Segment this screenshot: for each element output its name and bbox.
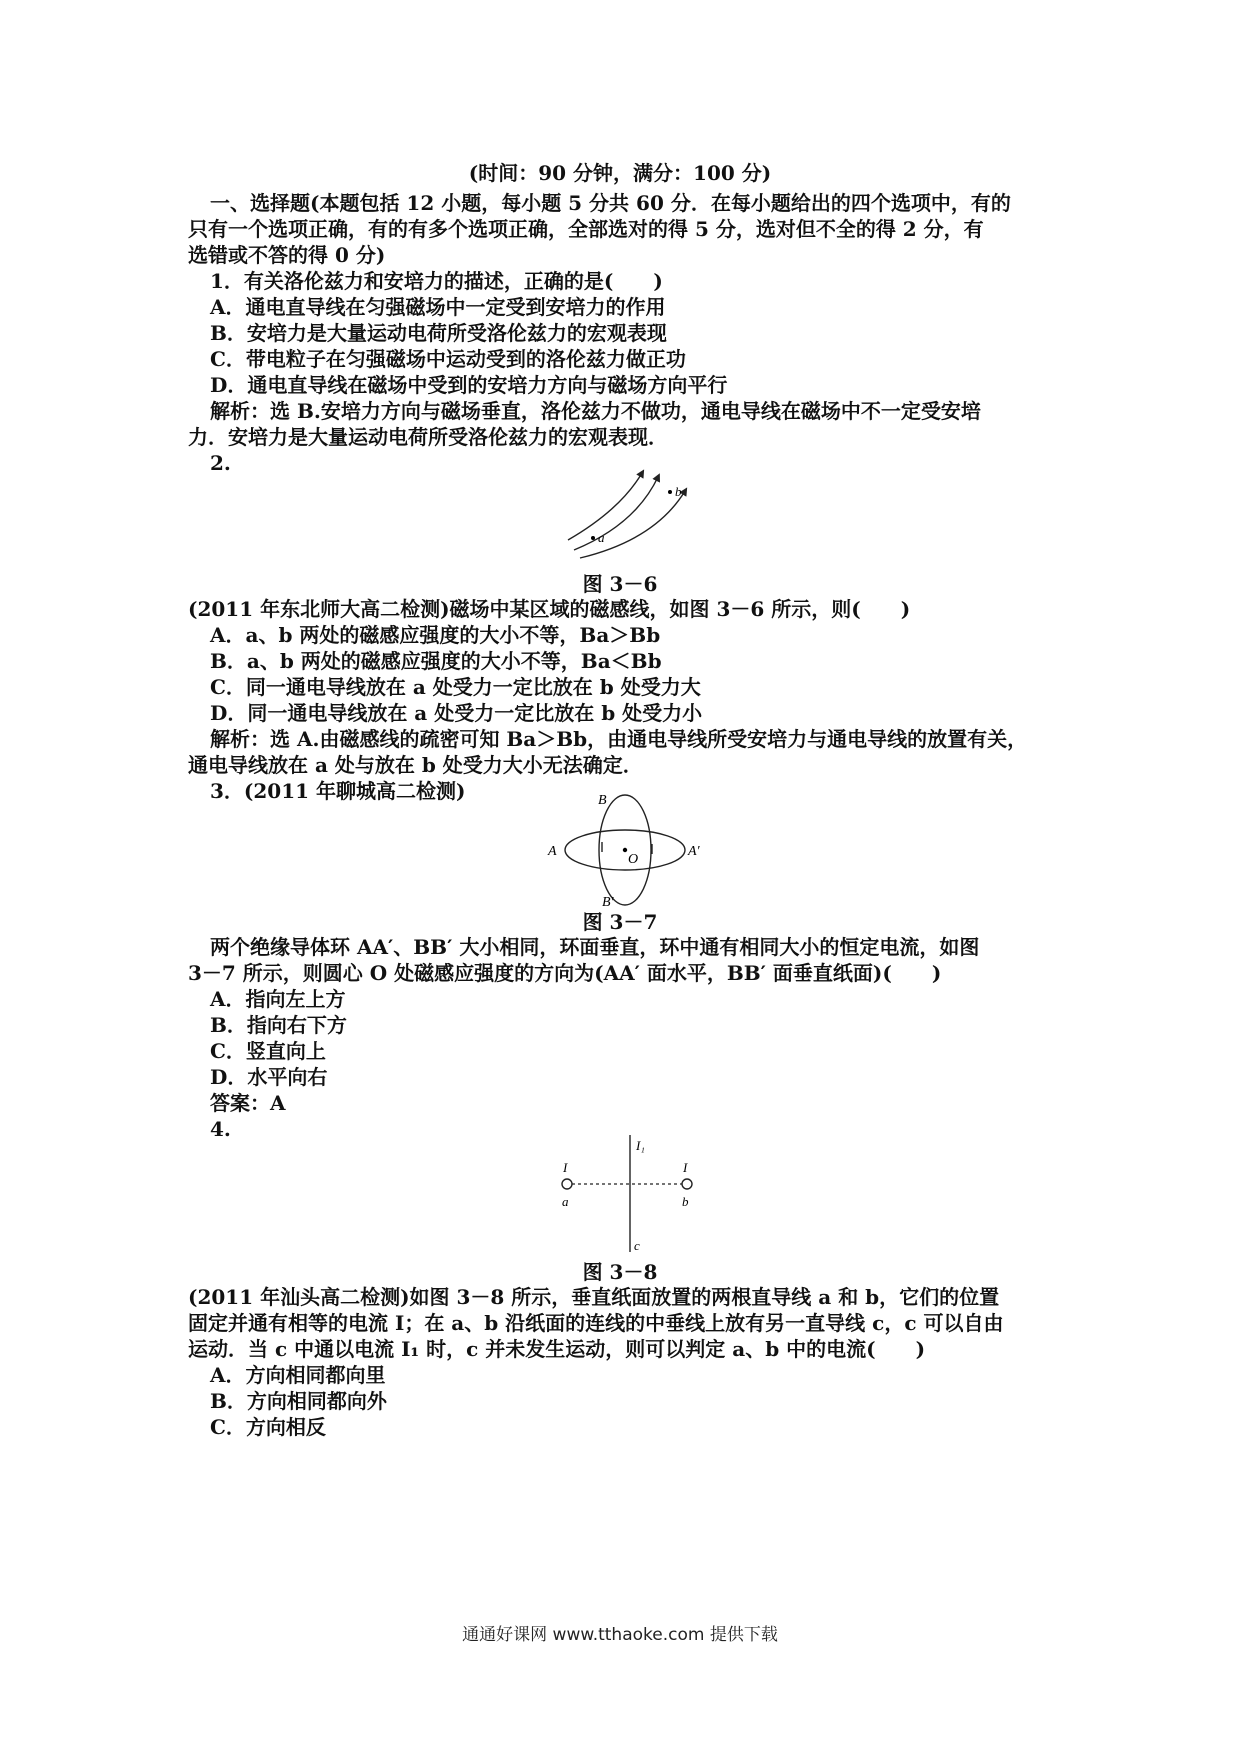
point-a: [591, 536, 595, 540]
q4-option-b: B．方向相同都向外: [210, 1389, 387, 1413]
q2-number: 2.: [210, 451, 231, 475]
label-A-prime: A′: [688, 844, 700, 859]
q3-stem-line1: 两个绝缘导体环 AA′、BB′ 大小相同，环面垂直，环中通有相同大小的恒定电流，如图: [210, 935, 980, 959]
q3-stem-line2: 3－7 所示，则圆心 O 处磁感应强度的方向为(AA′ 面水平，BB′ 面垂直纸面)( ): [188, 961, 942, 985]
q4-stem-line1: (2011 年汕头高二检测)如图 3－8 所示，垂直纸面放置的两根直导线 a 和 b，它们的位置: [188, 1285, 1000, 1309]
field-line-3: [580, 491, 685, 558]
point-b: [668, 490, 672, 494]
label-c: c: [634, 1238, 640, 1253]
wire-a: [562, 1179, 572, 1189]
wire-b: [682, 1179, 692, 1189]
footer-source: 通通好课网 www.tthaoke.com 提供下载: [462, 1625, 778, 1645]
figure-3-8-caption: 图 3－8: [582, 1260, 658, 1284]
q2-analysis-line1: 解析：选 A.由磁感线的疏密可知 Ba＞Bb，由通电导线所受安培力与通电导线的放置有关，: [210, 727, 1028, 751]
q4-option-a: A．方向相同都向里: [210, 1363, 386, 1387]
q3-option-b: B．指向右下方: [210, 1013, 347, 1037]
time-note: (时间：90 分钟，满分：100 分): [468, 161, 772, 185]
q2-option-c: C．同一通电导线放在 a 处受力一定比放在 b 处受力大: [210, 675, 701, 699]
q2-stem: (2011 年东北师大高二检测)磁场中某区域的磁感线，如图 3－6 所示，则( ): [188, 597, 911, 621]
figure-3-6: [560, 465, 720, 565]
label-O: O: [628, 852, 639, 867]
q3-option-a: A．指向左上方: [210, 987, 346, 1011]
q4-number: 4.: [210, 1117, 231, 1141]
q2-option-a: A．a、b 两处的磁感应强度的大小不等，Ba＞Bb: [210, 623, 661, 647]
q1-option-c: C．带电粒子在匀强磁场中运动受到的洛伦兹力做正功: [210, 347, 686, 371]
q1-stem: 1．有关洛伦兹力和安培力的描述，正确的是( ): [210, 269, 663, 293]
q2-option-d: D．同一通电导线放在 a 处受力一定比放在 b 处受力小: [210, 701, 703, 725]
section-instructions-line1: 一、选择题(本题包括 12 小题，每小题 5 分共 60 分．在每小题给出的四个选项中，有的: [210, 191, 1011, 215]
q3-option-d: D．水平向右: [210, 1065, 328, 1089]
label-B-prime: B′: [602, 895, 614, 910]
section-instructions-line3: 选错或不答的得 0 分): [188, 243, 386, 267]
q1-analysis-line1: 解析：选 B.安培力方向与磁场垂直，洛伦兹力不做功，通电导线在磁场中不一定受安培: [210, 399, 981, 423]
q4-option-c: C．方向相反: [210, 1415, 326, 1439]
label-B: B: [598, 793, 607, 808]
label-Ia: I: [563, 1160, 568, 1175]
q1-option-a: A．通电直导线在匀强磁场中一定受到安培力的作用: [210, 295, 666, 319]
label-b: b: [682, 1194, 689, 1209]
q1-option-d: D．通电直导线在磁场中受到的安培力方向与磁场方向平行: [210, 373, 728, 397]
q3-answer: 答案：A: [210, 1091, 286, 1115]
section-instructions-line2: 只有一个选项正确，有的有多个选项正确，全部选对的得 5 分，选对但不全的得 2 分，有: [188, 217, 984, 241]
q4-stem-line2: 固定并通有相等的电流 I；在 a、b 沿纸面的连线的中垂线上放有另一直导线 c，c 可以自由: [188, 1311, 1004, 1335]
label-Ib: I: [683, 1160, 688, 1175]
figure-3-8: [550, 1130, 720, 1255]
label-a: a: [562, 1194, 569, 1209]
q2-option-b: B．a、b 两处的磁感应强度的大小不等，Ba＜Bb: [210, 649, 662, 673]
q1-analysis-line2: 力．安培力是大量运动电荷所受洛伦兹力的宏观表现．: [188, 425, 668, 449]
q1-option-b: B．安培力是大量运动电荷所受洛伦兹力的宏观表现: [210, 321, 667, 345]
center-o: [623, 848, 627, 852]
q2-analysis-line2: 通电导线放在 a 处与放在 b 处受力大小无法确定．: [188, 753, 643, 777]
figure-3-7: [540, 790, 710, 910]
figure-3-6-caption: 图 3－6: [582, 572, 658, 596]
label-b: b: [675, 484, 682, 499]
q4-stem-line3: 运动．当 c 中通以电流 I₁ 时，c 并未发生运动，则可以判定 a、b 中的电流( ): [188, 1337, 926, 1361]
figure-3-7-caption: 图 3－7: [582, 910, 658, 934]
label-I1: I₁: [636, 1138, 645, 1153]
label-A: A: [548, 844, 557, 859]
field-line-1: [568, 473, 642, 540]
field-line-2: [574, 477, 658, 550]
label-a: a: [598, 530, 605, 545]
q3-number: 3．(2011 年聊城高二检测): [210, 779, 466, 803]
q3-option-c: C．竖直向上: [210, 1039, 326, 1063]
